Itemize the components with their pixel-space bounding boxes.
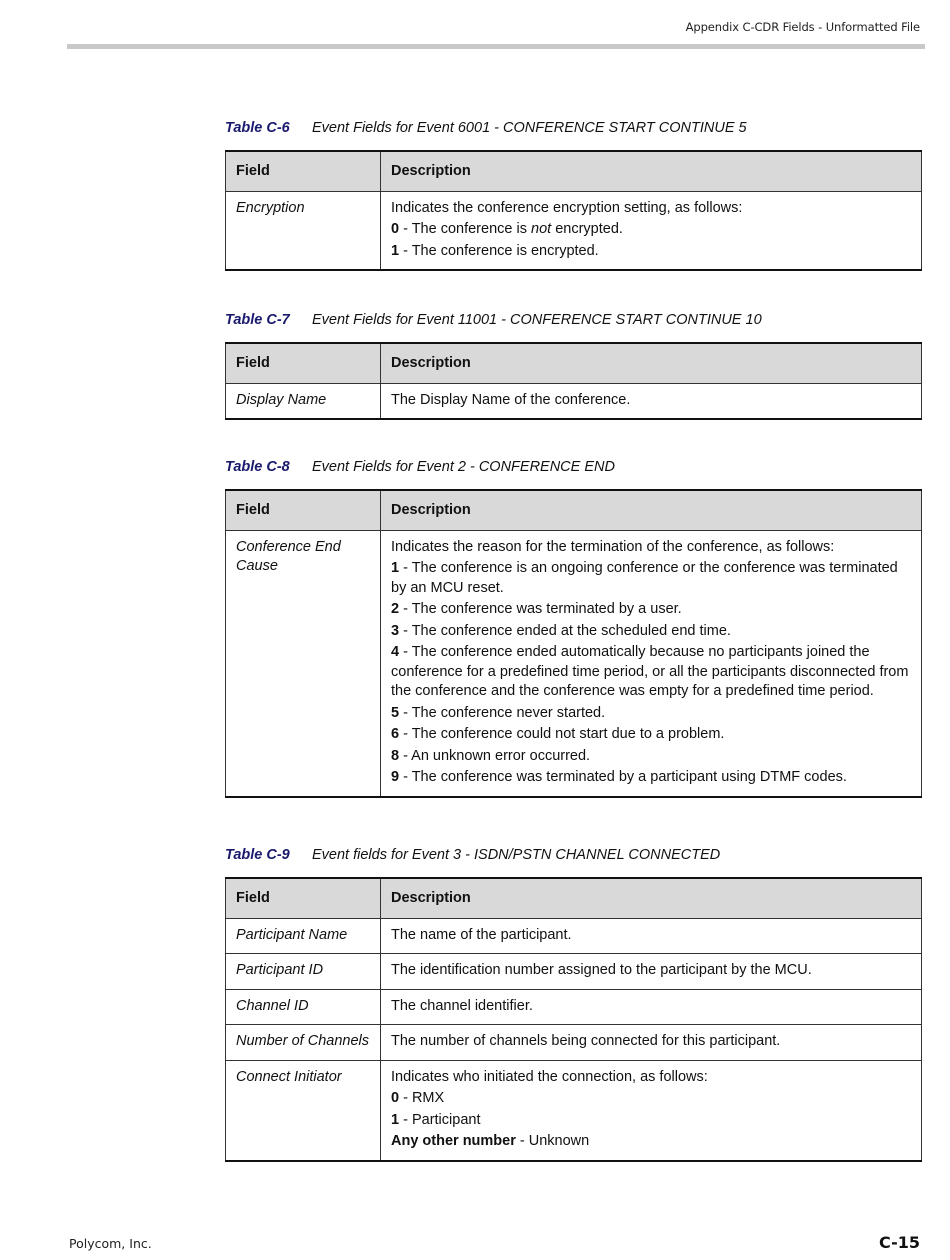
field-description bbox=[381, 191, 922, 270]
value-item bbox=[391, 559, 911, 598]
value-text: - The conference is bbox=[399, 221, 531, 237]
value-text: - The conference could not start due to a problem. bbox=[399, 726, 725, 742]
table-row bbox=[226, 954, 922, 990]
table-row bbox=[226, 1025, 922, 1061]
field-name: Encryption bbox=[226, 191, 381, 270]
value-item bbox=[391, 1089, 911, 1109]
table-number: Table C-7 bbox=[225, 312, 290, 328]
header-row bbox=[226, 151, 922, 191]
header-row bbox=[226, 343, 922, 383]
table-c6 bbox=[225, 120, 924, 271]
table-caption bbox=[225, 847, 924, 867]
table-title: Event fields for Event 3 - ISDN/PSTN CHANNEL CONNECTED bbox=[312, 847, 721, 863]
value-item bbox=[391, 725, 911, 745]
table-title: Event Fields for Event 6001 - CONFERENCE START CONTINUE 5 bbox=[312, 120, 747, 136]
table-row bbox=[226, 1060, 922, 1161]
value-text: - The conference is an ongoing conference or the conference was terminated by an MCU reset. bbox=[391, 560, 898, 596]
value-code: 4 bbox=[391, 644, 400, 660]
value-code: 1 bbox=[391, 242, 400, 259]
description-intro: The number of channels being connected for this participant. bbox=[391, 1033, 781, 1049]
table-caption bbox=[225, 120, 924, 140]
column-header-description: Description bbox=[381, 343, 922, 383]
column-header-field: Field bbox=[226, 343, 381, 383]
field-name: Participant Name bbox=[226, 918, 381, 954]
value-item bbox=[391, 1111, 911, 1131]
value-code: Any other number bbox=[391, 1133, 516, 1149]
header-row bbox=[226, 878, 922, 918]
running-header: Appendix C-CDR Fields - Unformatted File bbox=[685, 20, 920, 34]
column-header-description: Description bbox=[381, 490, 922, 530]
field-name: Conference End Cause bbox=[226, 530, 381, 797]
value-item bbox=[391, 220, 911, 240]
table-row bbox=[226, 383, 922, 419]
fields-table bbox=[225, 342, 922, 420]
value-text: encrypted. bbox=[551, 221, 623, 237]
fields-table bbox=[225, 489, 922, 798]
value-item bbox=[391, 768, 911, 788]
value-code: 3 bbox=[391, 622, 400, 639]
header-row bbox=[226, 490, 922, 530]
value-text: - The conference was terminated by a user. bbox=[399, 601, 682, 617]
table-row bbox=[226, 530, 922, 797]
field-description bbox=[381, 530, 922, 797]
value-code: 0 bbox=[391, 1090, 400, 1106]
footer-company: Polycom, Inc. bbox=[69, 1236, 152, 1251]
value-text: - Unknown bbox=[515, 1133, 590, 1149]
column-header-description: Description bbox=[381, 878, 922, 918]
table-c9 bbox=[225, 847, 924, 1162]
field-name: Connect Initiator bbox=[226, 1060, 381, 1161]
value-code: 8 bbox=[391, 747, 400, 764]
value-code: 2 bbox=[391, 601, 400, 617]
value-code: 0 bbox=[391, 221, 400, 237]
value-text: - The conference ended automatically because no participants joined the conference for a predefined time period, or all the participants disconnected from the conference and the conference was empty for a predefined time period. bbox=[391, 644, 909, 699]
value-item bbox=[391, 643, 911, 702]
table-number: Table C-6 bbox=[225, 120, 290, 136]
value-text: - The conference ended at the scheduled end time. bbox=[399, 622, 731, 639]
value-text: - The conference was terminated by a participant using DTMF codes. bbox=[399, 769, 847, 785]
column-header-field: Field bbox=[226, 151, 381, 191]
value-item bbox=[391, 1132, 911, 1152]
description-intro: Indicates the conference encryption setting, as follows: bbox=[391, 199, 743, 216]
value-text: - The conference never started. bbox=[399, 704, 606, 721]
value-code: 1 bbox=[391, 1111, 400, 1128]
fields-table bbox=[225, 150, 922, 271]
value-item bbox=[391, 242, 911, 262]
table-title: Event Fields for Event 2 - CONFERENCE END bbox=[312, 459, 615, 475]
table-caption bbox=[225, 312, 924, 332]
description-intro: Indicates the reason for the termination of the conference, as follows: bbox=[391, 538, 835, 555]
value-item bbox=[391, 622, 911, 642]
value-item bbox=[391, 600, 911, 620]
field-description bbox=[381, 954, 922, 990]
page-number: C-15 bbox=[878, 1233, 920, 1252]
fields-table bbox=[225, 877, 922, 1162]
table-title: Event Fields for Event 11001 - CONFERENCE START CONTINUE 10 bbox=[312, 312, 762, 328]
table-number: Table C-9 bbox=[225, 847, 290, 863]
field-description bbox=[381, 1060, 922, 1161]
field-name: Number of Channels bbox=[226, 1025, 381, 1061]
table-caption bbox=[225, 459, 924, 479]
value-code: 6 bbox=[391, 726, 400, 742]
field-name: Participant ID bbox=[226, 954, 381, 990]
value-text: - RMX bbox=[399, 1090, 445, 1106]
field-description bbox=[381, 989, 922, 1025]
table-row bbox=[226, 918, 922, 954]
value-text: - An unknown error occurred. bbox=[399, 747, 591, 764]
description-intro: The channel identifier. bbox=[391, 997, 533, 1014]
value-code: 5 bbox=[391, 704, 400, 721]
table-c7 bbox=[225, 312, 924, 420]
field-description bbox=[381, 383, 922, 419]
description-intro: The name of the participant. bbox=[391, 926, 572, 943]
value-item bbox=[391, 747, 911, 767]
value-code: 9 bbox=[391, 769, 400, 785]
description-intro: Indicates who initiated the connection, as follows: bbox=[391, 1068, 708, 1085]
column-header-field: Field bbox=[226, 490, 381, 530]
description-intro: The Display Name of the conference. bbox=[391, 391, 631, 408]
description-intro: The identification number assigned to the participant by the MCU. bbox=[391, 962, 812, 978]
column-header-field: Field bbox=[226, 878, 381, 918]
table-c8 bbox=[225, 459, 924, 798]
value-emphasis: not bbox=[531, 221, 552, 237]
value-item bbox=[391, 704, 911, 724]
column-header-description: Description bbox=[381, 151, 922, 191]
header-rule bbox=[67, 44, 925, 49]
table-row bbox=[226, 989, 922, 1025]
table-number: Table C-8 bbox=[225, 459, 290, 475]
field-name: Display Name bbox=[226, 383, 381, 419]
field-name: Channel ID bbox=[226, 989, 381, 1025]
field-description bbox=[381, 918, 922, 954]
table-row bbox=[226, 191, 922, 270]
value-text: - Participant bbox=[399, 1111, 481, 1128]
field-description bbox=[381, 1025, 922, 1061]
value-code: 1 bbox=[391, 560, 400, 576]
value-text: - The conference is encrypted. bbox=[399, 242, 599, 259]
